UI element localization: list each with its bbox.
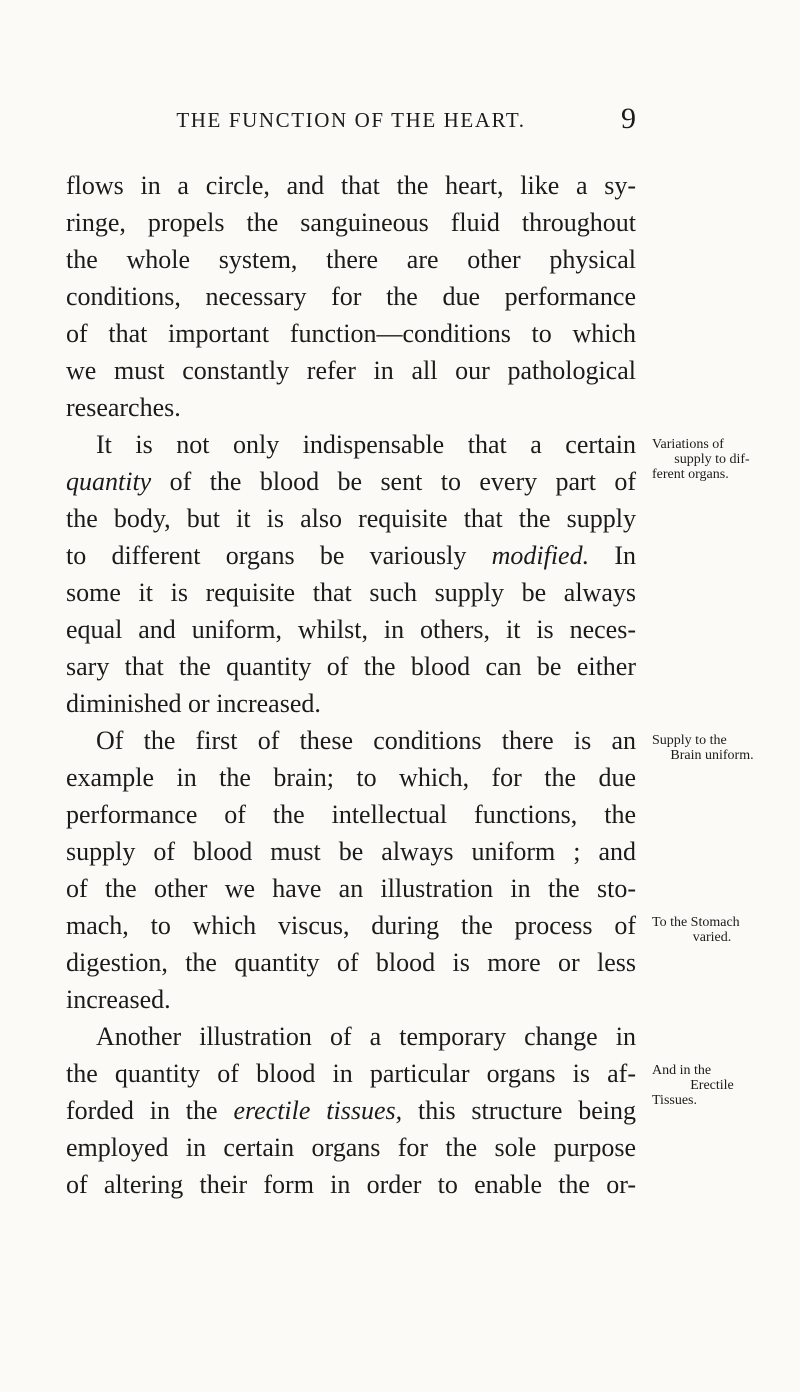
italic-text: quantity [66,467,152,496]
text-line: increased. [66,985,171,1014]
text-line: researches. [66,393,181,422]
text-line: mach, to which viscus, during the process of [66,911,636,940]
text-line: flows in a circle, and that the heart, like a sy- [66,171,636,200]
running-header [66,102,636,148]
text-line: digestion, the quantity of blood is more or less [66,948,636,977]
text-line: supply of blood must be always uniform ; and [66,837,636,866]
marginal-note: Supply to the Brain uniform. [652,733,754,763]
text-line: performance of the intellectual functions, the [66,800,636,829]
text-line: some it is requisite that such supply be always [66,578,636,607]
text-line: the quantity of blood in particular organs is af- [66,1059,636,1088]
italic-text: erectile tissues, [233,1096,403,1125]
text-line: we must constantly refer in all our pathological [66,356,636,385]
text-line: example in the brain; to which, for the due [66,763,636,792]
text-line: employed in certain organs for the sole purpose [66,1133,636,1162]
text-line: sary that the quantity of the blood can be either [66,652,636,681]
text-line: Another illustration of a temporary change in [96,1022,636,1051]
text-line: the body, but it is also requisite that the supply [66,504,636,533]
text-line: the whole system, there are other physical [66,245,636,274]
text-line: ringe, propels the sanguineous fluid throughout [66,208,636,237]
text-line: quantity of the blood be sent to every part of [66,467,636,496]
text-line: to different organs be variously modified. In [66,541,636,570]
italic-text: modified. [491,541,590,570]
text-line: It is not only indispensable that a certain [96,430,636,459]
text-line: forded in the erectile tissues, this structure being [66,1096,637,1125]
marginal-note: To the Stomach varied. [652,915,740,945]
marginal-note: Variations of supply to dif- ferent organs. [652,437,750,482]
marginal-note: And in the Erectile Tissues. [652,1063,734,1108]
body-text [66,167,636,1203]
text-line: equal and uniform, whilst, in others, it is neces- [66,615,636,644]
text-line: of that important function—conditions to which [66,319,636,348]
text-line: conditions, necessary for the due performance [66,282,636,311]
page-number: 9 [621,102,636,135]
text-line: of altering their form in order to enable the or- [66,1170,636,1199]
text-line: Of the first of these conditions there is an [96,726,636,755]
text-line: diminished or increased. [66,689,321,718]
text-line: of the other we have an illustration in the sto- [66,874,636,903]
running-title: THE FUNCTION OF THE HEART. [176,108,526,132]
